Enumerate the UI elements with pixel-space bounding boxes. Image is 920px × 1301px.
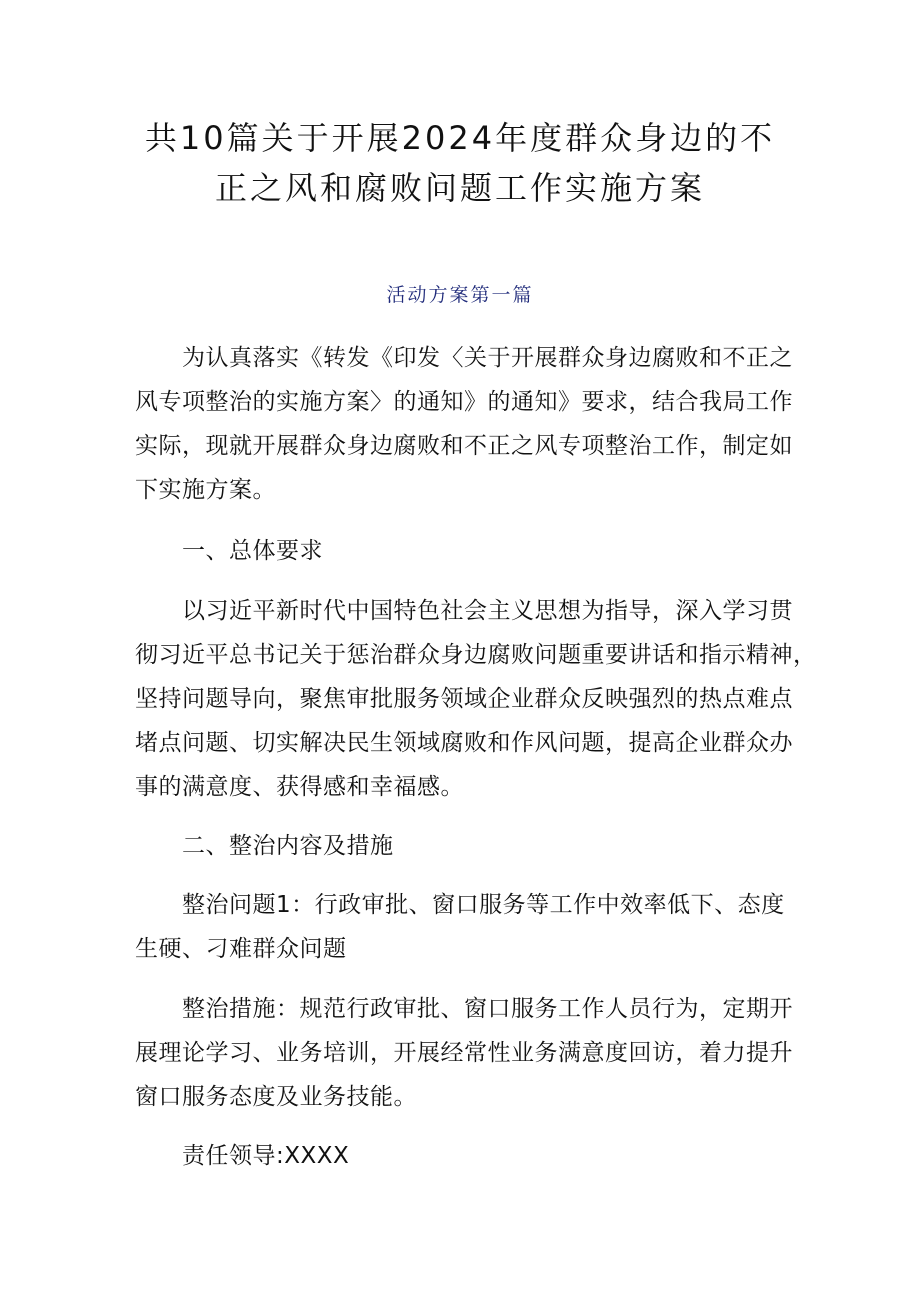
section1-line-5: 事的满意度、获得感和幸福感。 (135, 774, 464, 800)
document-title-line-1: 共10篇关于开展2024年度群众身边的不 (144, 119, 776, 157)
measure-line-2: 展理论学习、业务培训，开展经常性业务满意度回访，着力提升 (135, 1040, 793, 1066)
intro-line-3: 实际，现就开展群众身边腐败和不正之风专项整治工作，制定如 (135, 433, 793, 459)
section1-heading: 一、总体要求 (182, 538, 323, 564)
intro-line-4: 下实施方案。 (135, 477, 276, 503)
issue1-line-1: 整治问题1：行政审批、窗口服务等工作中效率低下、态度 (182, 892, 785, 918)
intro-line-2: 风专项整治的实施方案〉的通知》的通知》要求，结合我局工作 (135, 389, 793, 415)
section1-line-2: 彻习近平总书记关于惩治群众身边腐败问题重要讲话和指示精神， (135, 642, 817, 668)
document-title-line-2: 正之风和腐败问题工作实施方案 (214, 169, 705, 207)
section1-line-1: 以习近平新时代中国特色社会主义思想为指导，深入学习贯 (182, 598, 793, 624)
section2-heading: 二、整治内容及措施 (182, 833, 394, 859)
intro-line-1: 为认真落实《转发《印发〈关于开展群众身边腐败和不正之 (182, 345, 793, 371)
issue1-line-2: 生硬、刁难群众问题 (135, 936, 347, 962)
measure-line-3: 窗口服务态度及业务技能。 (135, 1084, 417, 1110)
section1-line-3: 坚持问题导向，聚焦审批服务领域企业群众反映强烈的热点难点 (135, 686, 793, 712)
responsible-leader: 责任领导:XXXX (182, 1143, 350, 1169)
section-subtitle: 活动方案第一篇 (386, 284, 534, 306)
measure-line-1: 整治措施：规范行政审批、窗口服务工作人员行为，定期开 (182, 996, 793, 1022)
section1-line-4: 堵点问题、切实解决民生领域腐败和作风问题，提高企业群众办 (135, 730, 793, 756)
